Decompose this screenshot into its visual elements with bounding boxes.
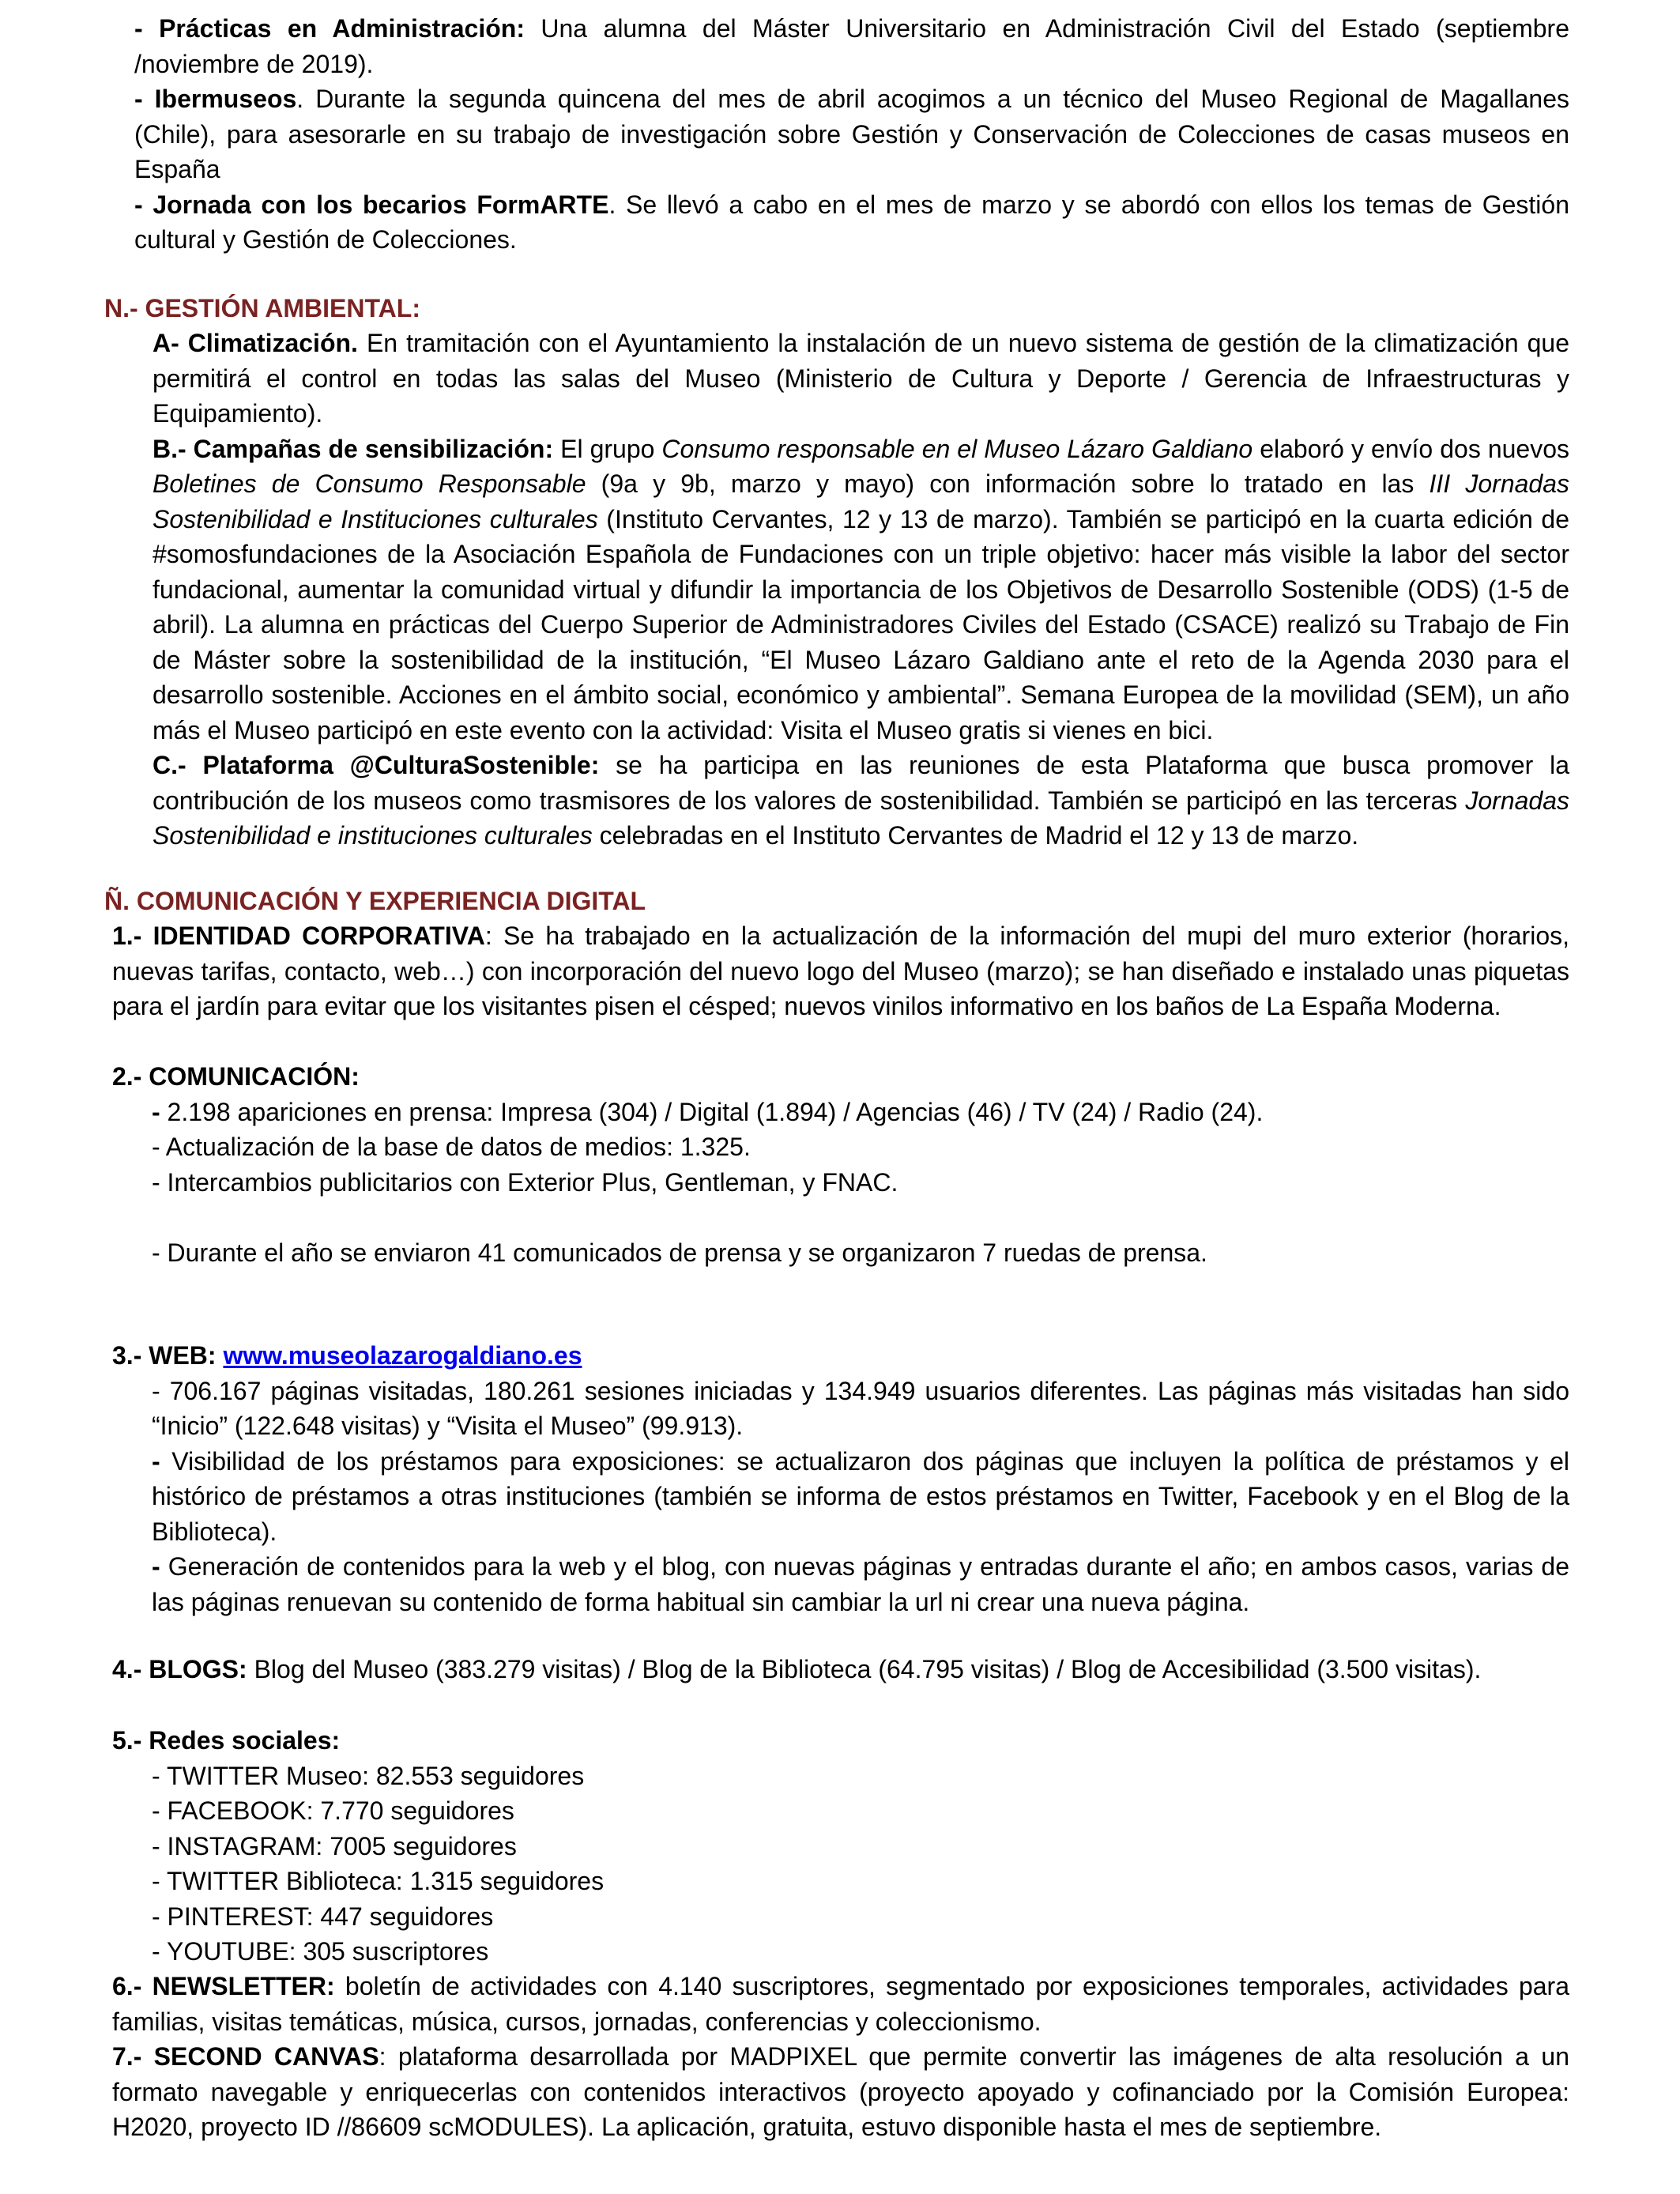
list-item: - INSTAGRAM: 7005 seguidores [152,1831,517,1860]
list-item: - Intercambios publicitarios con Exterior Plus, Gentleman, y FNAC. [152,1167,898,1197]
list-item: - 2.198 apariciones en prensa: Impresa (304) / Digital (1.894) / Agencias (46) / TV (24) / Radio (24). [152,1097,1264,1126]
comunicacion-heading: 2.- COMUNICACIÓN: [112,1062,360,1091]
web-block [112,1338,1569,1619]
intro-item-ibermuseos: - Ibermuseos. Durante la segunda quincena del mes de abril acogimos a un técnico del Museo Regional de Magallanes (Chile), para asesorarle en su trabajo de investigación sobre Gestión y Conservación de Colecciones de casas museos en España [134,85,1570,183]
list-item: - TWITTER Biblioteca: 1.315 seguidores [152,1867,605,1895]
paragraph-newsletter: 6.- NEWSLETTER: boletín de actividades con 4.140 suscriptores, segmentado por exposiciones temporales, actividades para familias, visitas temáticas, música, cursos, jornadas, conferencias y coleccionismo. [112,1972,1570,2036]
section-heading-gestion-ambiental: N.- GESTIÓN AMBIENTAL: [104,294,420,322]
website-link[interactable]: www.museolazarogaldiano.es [223,1341,582,1370]
list-item: - TWITTER Museo: 82.553 seguidores [152,1761,585,1790]
redes-block [112,1723,1569,1970]
section-n-body [153,326,1569,854]
intro-item-formarte: - Jornada con los becarios FormARTE. Se llevó a cabo en el mes de marzo y se abordó con ellos los temas de Gestión cultural y Gestión de Colecciones. [134,190,1570,254]
comunicacion-block [112,1059,1569,1270]
list-item: - YOUTUBE: 305 suscriptores [152,1937,489,1966]
paragraph-second-canvas: 7.- SECOND CANVAS: plataforma desarrollada por MADPIXEL que permite convertir las imágenes de alta resolución a un formato navegable y enriquecerlas con contenidos interactivos (proyecto apoyado y cofinanciado por la Comisión Europea: H2020, proyecto ID //86609 scMODULES). La aplicación, gratuita, estuvo disponible hasta el mes de septiembre. [112,2042,1570,2141]
list-item: - Durante el año se enviaron 41 comunicados de prensa y se organizaron 7 ruedas de prensa. [152,1238,1207,1267]
intro-list [134,11,1569,258]
newsletter-canvas-block [112,1969,1569,2145]
paragraph-blogs: 4.- BLOGS: Blog del Museo (383.279 visitas) / Blog de la Biblioteca (64.795 visitas) / Blog de Accesibilidad (3.500 visitas). [112,1655,1482,1683]
list-item: - Actualización de la base de datos de medios: 1.325. [152,1133,751,1161]
comunicacion-list [112,1095,1569,1271]
list-item: - 706.167 páginas visitadas, 180.261 sesiones iniciadas y 134.949 usuarios diferentes. Las páginas más visitadas han sido “Inicio” (122.648 visitas) y “Visita el Museo” (99.913). [152,1376,1569,1440]
paragraph-plataforma: C.- Plataforma @CulturaSostenible: se ha participa en las reuniones de esta Plataforma que busca promover la contribución de los museos como trasmisores de los valores de sostenibilidad. También se participó en las terceras Jornadas Sostenibilidad e instituciones culturales celebradas en el Instituto Cervantes de Madrid el 12 y 13 de marzo. [153,751,1570,850]
section-heading-comunicacion-digital: Ñ. COMUNICACIÓN Y EXPERIENCIA DIGITAL [104,887,646,915]
list-item: - FACEBOOK: 7.770 seguidores [152,1796,514,1825]
list-item: - Visibilidad de los préstamos para exposiciones: se actualizaron dos páginas que incluyen la política de préstamos y el histórico de préstamos a otras instituciones (también se informa de estos préstamos en Twitter, Facebook y en el Blog de la Biblioteca). [152,1446,1569,1546]
redes-heading: 5.- Redes sociales: [112,1726,341,1755]
list-item: - Generación de contenidos para la web y el blog, con nuevas páginas y entradas durante el año; en ambos casos, varias de las páginas renuevan su contenido de forma habitual sin cambiar la url ni crear una nueva página. [152,1552,1569,1616]
list-item: - PINTEREST: 447 seguidores [152,1902,494,1931]
paragraph-identidad: 1.- IDENTIDAD CORPORATIVA: Se ha trabajado en la actualización de la información del mupi del muro exterior (horarios, nuevas tarifas, contacto, web…) con incorporación del nuevo logo del Museo (marzo); se han diseñado e instalado unas piquetas para el jardín para evitar que los visitantes pisen el césped; nuevos vinilos informativo en los baños de La España Moderna. [112,922,1570,1020]
paragraph-campanas: B.- Campañas de sensibilización: El grupo Consumo responsable en el Museo Lázaro Galdiano elaboró y envío dos nuevos Boletines de Consumo Responsable (9a y 9b, marzo y mayo) con información sobre lo tratado en las III Jornadas Sostenibilidad e Instituciones culturales (Instituto Cervantes, 12 y 13 de marzo). También se participó en la cuarta edición de #somosfundaciones de la Asociación Española de Fundaciones con un triple objetivo: hacer más visible la labor del sector fundacional, aumentar la comunidad virtual y difundir la importancia de los Objetivos de Desarrollo Sostenible (ODS) (1-5 de abril). La alumna en prácticas del Cuerpo Superior de Administradores Civiles del Estado (CSACE) realizó su Trabajo de Fin de Máster sobre la sostenibilidad de la institución, “El Museo Lázaro Galdiano ante el reto de la Agenda 2030 para el desarrollo sostenible. Acciones en el ámbito social, económico y ambiental”. Semana Europea de la movilidad (SEM), un año más el Museo participó en este evento con la actividad: Visita el Museo gratis si vienes en bici. [153,434,1570,745]
redes-list [112,1759,1569,1970]
web-list [112,1374,1569,1620]
paragraph-climatizacion: A- Climatización. En tramitación con el Ayuntamiento la instalación de un nuevo sistema de gestión de la climatización que permitirá el control en todas las salas del Museo (Ministerio de Cultura y Deporte / Gerencia de Infraestructuras y Equipamiento). [153,329,1570,428]
web-heading: 3.- WEB: www.museolazarogaldiano.es [112,1341,582,1370]
intro-item-practicas: - Prácticas en Administración: Una alumna del Máster Universitario en Administración Civil del Estado (septiembre /noviembre de 2019). [134,14,1570,78]
